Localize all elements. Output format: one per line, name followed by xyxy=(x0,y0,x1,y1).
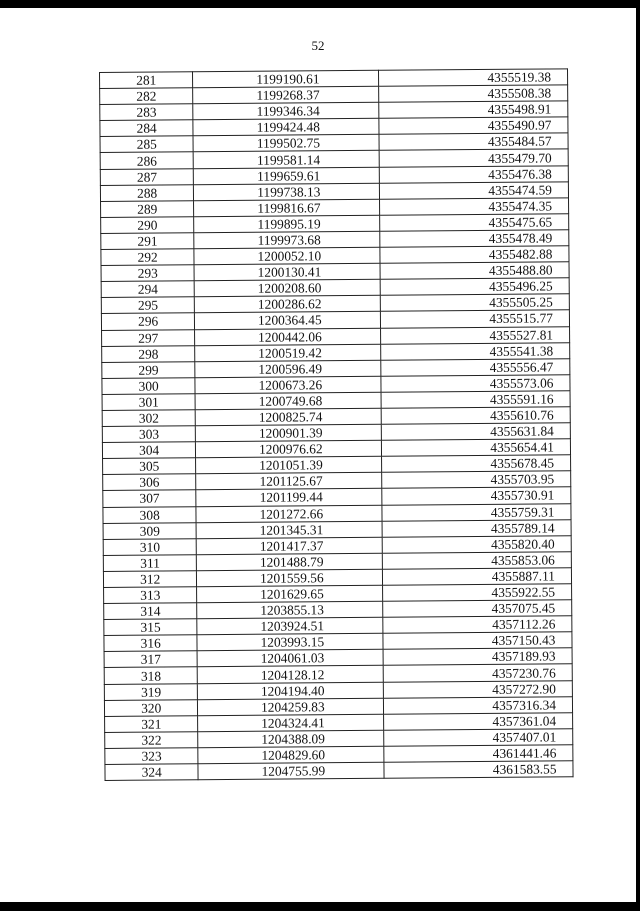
point-number-cell: 324 xyxy=(105,764,199,781)
point-number-cell: 317 xyxy=(104,651,198,668)
y-coordinate-cell: 4355730.91 xyxy=(382,487,571,505)
y-coordinate-cell: 4355519.38 xyxy=(379,69,568,87)
x-coordinate-cell: 1200596.49 xyxy=(195,360,381,378)
y-coordinate-cell: 4355476.38 xyxy=(380,165,569,183)
x-coordinate-cell: 1201629.65 xyxy=(197,585,383,603)
y-coordinate-cell: 4355610.76 xyxy=(381,407,570,425)
point-number-cell: 291 xyxy=(101,233,195,250)
document-page xyxy=(0,8,636,902)
x-coordinate-cell: 1200364.45 xyxy=(195,312,381,330)
point-number-cell: 283 xyxy=(100,104,194,121)
point-number-cell: 315 xyxy=(104,619,198,636)
point-number-cell: 320 xyxy=(104,699,198,716)
point-number-cell: 301 xyxy=(102,394,196,411)
y-coordinate-cell: 4355527.81 xyxy=(381,326,570,344)
point-number-cell: 289 xyxy=(101,201,195,218)
point-number-cell: 302 xyxy=(102,410,196,427)
point-number-cell: 305 xyxy=(103,458,197,475)
x-coordinate-cell: 1204259.83 xyxy=(198,698,384,716)
point-number-cell: 281 xyxy=(100,72,194,89)
y-coordinate-cell: 4355789.14 xyxy=(382,519,571,537)
coordinates-table-body xyxy=(100,69,574,781)
point-number-cell: 295 xyxy=(101,297,195,314)
y-coordinate-cell: 4355678.45 xyxy=(382,455,571,473)
x-coordinate-cell: 1199424.48 xyxy=(193,119,379,137)
point-number-cell: 321 xyxy=(105,715,199,732)
x-coordinate-cell: 1199268.37 xyxy=(193,86,379,104)
point-number-cell: 296 xyxy=(101,313,195,330)
point-number-cell: 293 xyxy=(101,265,195,282)
point-number-cell: 299 xyxy=(102,361,196,378)
x-coordinate-cell: 1200286.62 xyxy=(195,296,381,314)
point-number-cell: 319 xyxy=(104,683,198,700)
x-coordinate-cell: 1203924.51 xyxy=(197,617,383,635)
x-coordinate-cell: 1203855.13 xyxy=(197,601,383,619)
x-coordinate-cell: 1200673.26 xyxy=(195,376,381,394)
page-number: 52 xyxy=(311,38,325,53)
y-coordinate-cell: 4361583.55 xyxy=(384,761,573,779)
x-coordinate-cell: 1200901.39 xyxy=(196,424,382,442)
point-number-cell: 285 xyxy=(100,136,194,153)
point-number-cell: 311 xyxy=(103,555,197,572)
x-coordinate-cell: 1199502.75 xyxy=(193,135,379,153)
point-number-cell: 306 xyxy=(103,474,197,491)
x-coordinate-cell: 1200749.68 xyxy=(195,392,381,410)
y-coordinate-cell: 4355703.95 xyxy=(382,471,571,489)
x-coordinate-cell: 1199895.19 xyxy=(194,215,380,233)
point-number-cell: 288 xyxy=(100,184,194,201)
y-coordinate-cell: 4355490.97 xyxy=(379,117,568,135)
x-coordinate-cell: 1204829.60 xyxy=(198,746,384,764)
x-coordinate-cell: 1201125.67 xyxy=(196,473,382,491)
x-coordinate-cell: 1199816.67 xyxy=(194,199,380,217)
x-coordinate-cell: 1203993.15 xyxy=(197,634,383,652)
y-coordinate-cell: 4355887.11 xyxy=(383,568,572,586)
y-coordinate-cell: 4357112.26 xyxy=(383,616,572,634)
point-number-cell: 287 xyxy=(100,168,194,185)
point-number-cell: 303 xyxy=(102,426,196,443)
point-number-cell: 318 xyxy=(104,667,198,684)
y-coordinate-cell: 4355922.55 xyxy=(383,584,572,602)
point-number-cell: 322 xyxy=(105,732,199,749)
x-coordinate-cell: 1199190.61 xyxy=(193,70,379,88)
x-coordinate-cell: 1200976.62 xyxy=(196,440,382,458)
point-number-cell: 307 xyxy=(103,490,197,507)
y-coordinate-cell: 4357189.93 xyxy=(383,648,572,666)
point-number-cell: 292 xyxy=(101,249,195,266)
point-number-cell: 298 xyxy=(102,345,196,362)
point-number-cell: 290 xyxy=(101,217,195,234)
y-coordinate-cell: 4355488.80 xyxy=(380,262,569,280)
y-coordinate-cell: 4355508.38 xyxy=(379,85,568,103)
y-coordinate-cell: 4357316.34 xyxy=(384,696,573,714)
x-coordinate-cell: 1204128.12 xyxy=(198,666,384,684)
point-number-cell: 284 xyxy=(100,120,194,137)
y-coordinate-cell: 4355479.70 xyxy=(379,149,568,167)
coordinates-table xyxy=(99,68,574,781)
x-coordinate-cell: 1204061.03 xyxy=(197,650,383,668)
x-coordinate-cell: 1201417.37 xyxy=(197,537,383,555)
y-coordinate-cell: 4357407.01 xyxy=(384,729,573,747)
y-coordinate-cell: 4355654.41 xyxy=(382,439,571,457)
point-number-cell: 297 xyxy=(102,329,196,346)
y-coordinate-cell: 4357361.04 xyxy=(384,713,573,731)
point-number-cell: 286 xyxy=(100,152,194,169)
x-coordinate-cell: 1201559.56 xyxy=(197,569,383,587)
y-coordinate-cell: 4361441.46 xyxy=(384,745,573,763)
point-number-cell: 304 xyxy=(102,442,196,459)
y-coordinate-cell: 4355496.25 xyxy=(380,278,569,296)
y-coordinate-cell: 4355475.65 xyxy=(380,214,569,232)
point-number-cell: 314 xyxy=(104,603,198,620)
x-coordinate-cell: 1201488.79 xyxy=(197,553,383,571)
y-coordinate-cell: 4355505.25 xyxy=(381,294,570,312)
x-coordinate-cell: 1200442.06 xyxy=(195,328,381,346)
point-number-cell: 282 xyxy=(100,88,194,105)
point-number-cell: 323 xyxy=(105,748,199,765)
point-number-cell: 312 xyxy=(103,571,197,588)
x-coordinate-cell: 1204194.40 xyxy=(198,682,384,700)
x-coordinate-cell: 1200208.60 xyxy=(195,280,381,298)
x-coordinate-cell: 1199659.61 xyxy=(194,167,380,185)
y-coordinate-cell: 4355484.57 xyxy=(379,133,568,151)
y-coordinate-cell: 4355474.59 xyxy=(380,181,569,199)
point-number-cell: 316 xyxy=(104,635,198,652)
y-coordinate-cell: 4357075.45 xyxy=(383,600,572,618)
y-coordinate-cell: 4355478.49 xyxy=(380,230,569,248)
y-coordinate-cell: 4355482.88 xyxy=(380,246,569,264)
x-coordinate-cell: 1201272.66 xyxy=(196,505,382,523)
point-number-cell: 294 xyxy=(101,281,195,298)
y-coordinate-cell: 4355556.47 xyxy=(381,358,570,376)
x-coordinate-cell: 1200130.41 xyxy=(194,263,380,281)
y-coordinate-cell: 4355759.31 xyxy=(382,503,571,521)
y-coordinate-cell: 4355631.84 xyxy=(382,423,571,441)
x-coordinate-cell: 1200825.74 xyxy=(196,408,382,426)
y-coordinate-cell: 4355515.77 xyxy=(381,310,570,328)
x-coordinate-cell: 1201199.44 xyxy=(196,489,382,507)
x-coordinate-cell: 1200519.42 xyxy=(195,344,381,362)
x-coordinate-cell: 1199738.13 xyxy=(194,183,380,201)
x-coordinate-cell: 1204755.99 xyxy=(198,762,384,780)
y-coordinate-cell: 4355591.16 xyxy=(381,391,570,409)
x-coordinate-cell: 1204388.09 xyxy=(198,730,384,748)
y-coordinate-cell: 4355498.91 xyxy=(379,101,568,119)
point-number-cell: 310 xyxy=(103,538,197,555)
x-coordinate-cell: 1201345.31 xyxy=(196,521,382,539)
x-coordinate-cell: 1204324.41 xyxy=(198,714,384,732)
y-coordinate-cell: 4355573.06 xyxy=(381,375,570,393)
table-row xyxy=(105,761,573,781)
y-coordinate-cell: 4355853.06 xyxy=(383,552,572,570)
x-coordinate-cell: 1201051.39 xyxy=(196,457,382,475)
y-coordinate-cell: 4357230.76 xyxy=(384,664,573,682)
x-coordinate-cell: 1199581.14 xyxy=(194,151,380,169)
point-number-cell: 300 xyxy=(102,378,196,395)
y-coordinate-cell: 4357272.90 xyxy=(384,680,573,698)
x-coordinate-cell: 1199346.34 xyxy=(193,102,379,120)
point-number-cell: 308 xyxy=(103,506,197,523)
x-coordinate-cell: 1199973.68 xyxy=(194,231,380,249)
y-coordinate-cell: 4355541.38 xyxy=(381,342,570,360)
x-coordinate-cell: 1200052.10 xyxy=(194,247,380,265)
point-number-cell: 309 xyxy=(103,522,197,539)
y-coordinate-cell: 4357150.43 xyxy=(383,632,572,650)
y-coordinate-cell: 4355474.35 xyxy=(380,198,569,216)
y-coordinate-cell: 4355820.40 xyxy=(382,536,571,554)
point-number-cell: 313 xyxy=(104,587,198,604)
